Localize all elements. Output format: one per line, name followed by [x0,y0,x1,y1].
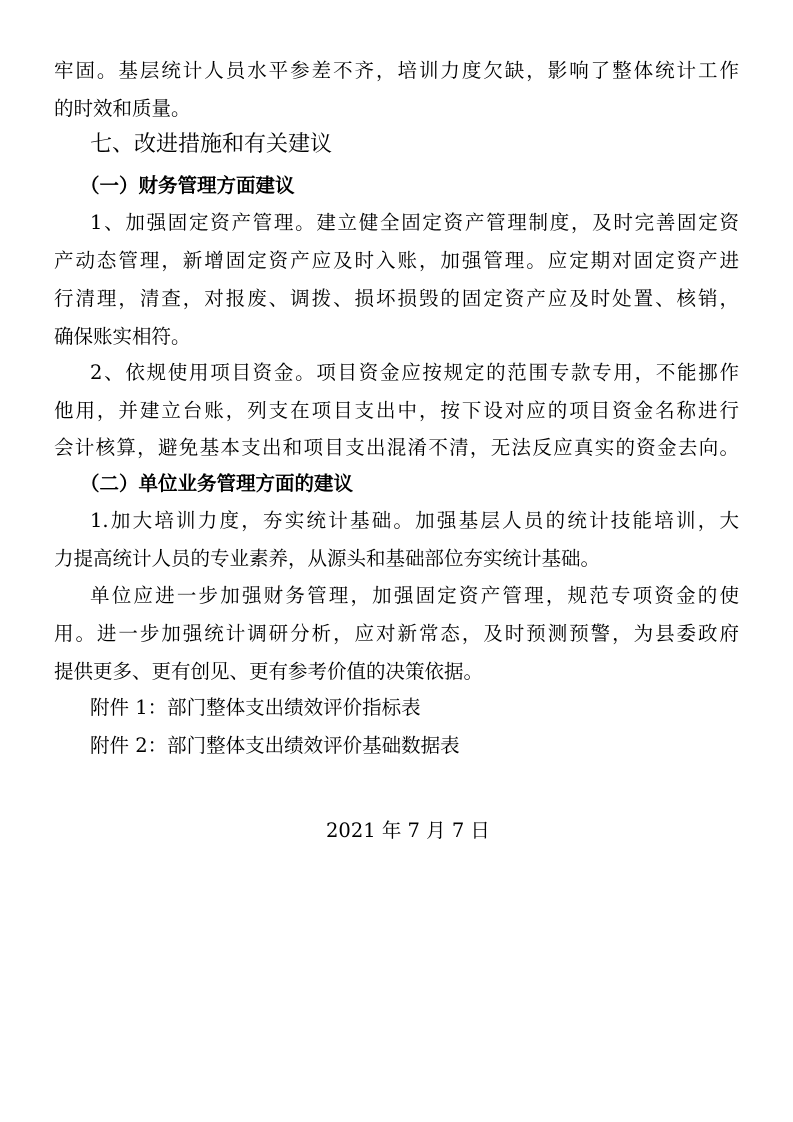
subsection-heading-2: （二）单位业务管理方面的建议 [80,472,354,495]
paragraph-line: 1.加大培训力度，夯实统计基础。加强基层人员的统计技能培训，大 [90,509,739,532]
attachment-line-1: 附件 1：部门整体支出绩效评价指标表 [90,696,421,719]
subsection-heading-1: （一）财务管理方面建议 [80,174,295,197]
paragraph-line: 2、依规使用项目资金。项目资金应按规定的范围专款专用，不能挪作 [90,361,739,384]
paragraph-line: 1、加强固定资产管理。建立健全固定资产管理制度，及时完善固定资 [90,211,739,234]
intro-line-2: 的时效和质量。 [54,97,191,120]
paragraph-line: 确保账实相符。 [54,325,191,348]
document-date: 2021 年 7 月 7 日 [326,819,490,842]
paragraph-line: 力提高统计人员的专业素养，从源头和基础部位夯实统计基础。 [54,547,601,570]
paragraph-line: 会计核算，避免基本支出和项目支出混淆不清，无法反应真实的资金去向。 [54,436,739,459]
paragraph-line: 提供更多、更有创见、更有参考价值的决策依据。 [54,660,484,683]
section-heading: 七、改进措施和有关建议 [90,132,333,157]
attachment-line-2: 附件 2：部门整体支出绩效评价基础数据表 [90,734,460,757]
paragraph-line: 他用，并建立台账，列支在项目支出中，按下设对应的项目资金名称进行 [54,399,739,422]
paragraph-line: 用。进一步加强统计调研分析，应对新常态，及时预测预警，为县委政府 [54,622,739,645]
paragraph-line: 单位应进一步加强财务管理，加强固定资产管理，规范专项资金的使 [90,584,739,607]
intro-line-1: 牢固。基层统计人员水平参差不齐，培训力度欠缺，影响了整体统计工作 [54,59,739,82]
paragraph-line: 行清理，清查，对报废、调拨、损坏损毁的固定资产应及时处置、核销， [54,287,739,310]
paragraph-line: 产动态管理，新增固定资产应及时入账，加强管理。应定期对固定资产进 [54,249,739,272]
